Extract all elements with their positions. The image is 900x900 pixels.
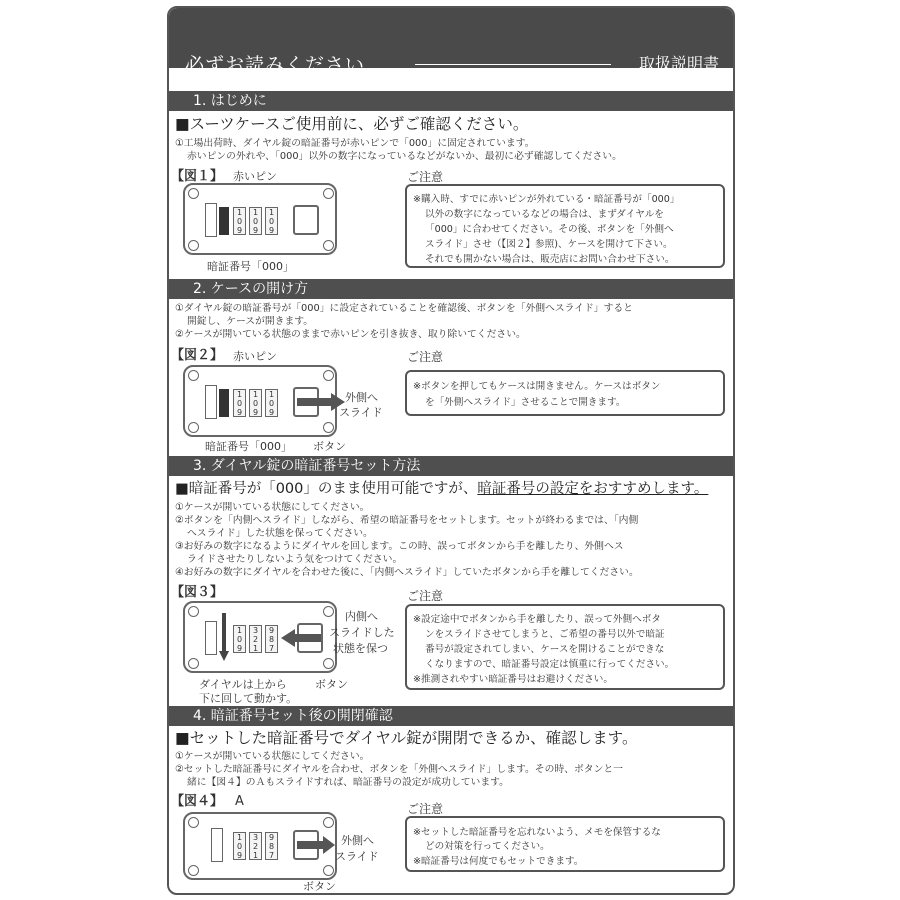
latch-a: [205, 203, 217, 237]
section-3-lead: ■暗証番号が「000」のまま使用可能ですが、暗証番号の設定をおすすめします。: [175, 481, 709, 497]
latch-a: [205, 385, 217, 419]
section-1-heading: 1. はじめに: [169, 91, 733, 111]
figure-1-label: 【図１】: [171, 169, 224, 184]
caution-box-2: [405, 370, 725, 416]
section-4-line: 緒に【図４】のＡもスライドすれば、暗証番号の設定が成功しています。: [187, 777, 509, 788]
caution-title: ご注意: [407, 350, 444, 364]
screw-icon: [188, 188, 199, 199]
screw-icon: [323, 658, 334, 669]
button-label: ボタン: [313, 440, 346, 453]
slide-in-label: 内側へ: [345, 610, 378, 623]
slide-out-label: 外側へ: [341, 834, 374, 847]
caution-line: 「000」に合わせてください。その後、ボタンを「外側へ: [425, 224, 674, 235]
section-4-line: ②セットした暗証番号にダイヤルを合わせ、ボタンを「外側へスライド」します。その時、ボタンと一: [175, 764, 623, 775]
screw-icon: [188, 817, 199, 828]
section-1-line: ①工場出荷時、ダイヤル錠の暗証番号が赤いピンで「000」に固定されています。: [175, 138, 535, 149]
lock-illustration-2: [183, 365, 337, 437]
section-3-line: ①ケースが開いている状態にしてください。: [175, 502, 370, 513]
section-1-lead: ■スーツケースご使用前に、必ずご確認ください。: [175, 115, 529, 133]
dial-wheel: 1 0 9: [265, 207, 278, 235]
header-title: 必ずお読みください: [185, 54, 366, 76]
dial-wheel: 3 2 1: [249, 832, 262, 860]
screw-icon: [188, 370, 199, 381]
screw-icon: [188, 606, 199, 617]
screw-icon: [323, 606, 334, 617]
caution-title: ご注意: [407, 170, 444, 184]
caution-line: ※暗証番号は何度でもセットできます。: [413, 856, 584, 867]
dial-wheel: 1 0 9: [249, 389, 262, 417]
slide-in-label: 状態を保つ: [333, 642, 388, 655]
button-label: ボタン: [303, 880, 336, 893]
section-3-line: へスライド」した状態を保ってください。: [187, 528, 373, 539]
code-label: 暗証番号「000」: [207, 260, 294, 273]
latch-a: [205, 621, 217, 655]
dial-wheel: 1 0 9: [249, 207, 262, 235]
slide-in-label: スライドした: [329, 626, 395, 639]
caution-box-1: [405, 184, 725, 268]
caution-line: ※推測されやすい暗証番号はお避けください。: [413, 674, 613, 685]
caution-title: ご注意: [407, 589, 444, 603]
section-2-line: ①ダイヤル錠の暗証番号が「000」に設定されていることを確認後、ボタンを「外側へスライド」すると: [175, 303, 633, 314]
slide-out-label: スライド: [335, 850, 379, 863]
header-rule: [415, 64, 611, 65]
red-pin: [219, 389, 229, 417]
red-pin: [219, 207, 229, 235]
slide-out-label: 外側へ: [345, 391, 378, 404]
screw-icon: [323, 188, 334, 199]
caution-line: 以外の数字になっているなどの場合は、まずダイヤルを: [425, 209, 664, 220]
screw-icon: [323, 240, 334, 251]
caution-line: それでも開かない場合は、販売店にお問い合わせ下さい。: [425, 254, 675, 265]
dial-wheel: 1 0 9: [233, 625, 246, 653]
slide-out-label: スライド: [339, 406, 383, 419]
screw-icon: [188, 658, 199, 669]
figure-4-label: 【図４】: [171, 794, 224, 809]
caution-line: ※セットした暗証番号を忘れないよう、メモを保管するな: [413, 827, 661, 838]
dial-instruction: 下に回して動かす。: [199, 692, 298, 705]
screw-icon: [323, 422, 334, 433]
screw-icon: [323, 817, 334, 828]
dial-wheel: 1 0 9: [265, 389, 278, 417]
lock-button: [293, 205, 319, 235]
dial-instruction: ダイヤルは上から: [199, 678, 287, 691]
caution-line: どの対策を行ってください。: [425, 841, 550, 852]
figure-2-label: 【図２】: [171, 348, 224, 363]
section-4-lead: ■セットした暗証番号でダイヤル錠が開閉できるか、確認します。: [175, 729, 638, 747]
caution-title: ご注意: [407, 802, 444, 816]
section-3-heading: 3. ダイヤル錠の暗証番号セット方法: [169, 456, 733, 476]
dial-wheel: 9 8 7: [265, 625, 278, 653]
lock-illustration-4: [183, 812, 337, 880]
dial-wheel: 1 0 9: [233, 389, 246, 417]
header-right-label: 取扱説明書: [638, 54, 719, 73]
screw-icon: [188, 422, 199, 433]
figure-3-label: 【図３】: [171, 585, 224, 600]
section-3-line: ④お好みの数字にダイヤルを合わせた後に、「内側へスライド」していたボタンから手を離してください。: [175, 567, 639, 578]
code-label: 暗証番号「000」: [205, 440, 292, 453]
section-2-line: ②ケースが開いている状態のままで赤いピンを引き抜き、取り除いてください。: [175, 329, 526, 340]
screw-icon: [188, 865, 199, 876]
dial-wheel: 1 0 9: [233, 207, 246, 235]
caution-line: くなりますので、暗証番号設定は慎重に行ってください。: [425, 659, 675, 670]
screw-icon: [188, 240, 199, 251]
caution-line: スライド」させ（【図２】参照)、ケースを開けて下さい。: [425, 239, 673, 250]
red-pin-label: 赤いピン: [233, 170, 277, 183]
a-label: A: [235, 794, 244, 809]
caution-line: を「外側へスライド」させることで開きます。: [425, 397, 626, 408]
caution-line: ※ボタンを押してもケースは開きません。ケースはボタン: [413, 381, 661, 392]
header-bar: [169, 8, 733, 76]
section-1-line: 赤いピンの外れや、「000」以外の数字になっているなどがないか、最初に必ず確認してください。: [187, 151, 622, 162]
arrow-left-icon: [281, 629, 323, 647]
caution-box-3: [405, 604, 725, 690]
screw-icon: [323, 370, 334, 381]
section-4-line: ①ケースが開いている状態にしてください。: [175, 751, 370, 762]
section-3-line: ライドさせたりしないよう気をつけてください。: [187, 554, 403, 565]
instruction-card: [167, 6, 735, 895]
caution-line: ンをスライドさせてしまうと、ご希望の番号以外で暗証: [425, 629, 665, 640]
caution-box-4: [405, 816, 725, 872]
red-pin-label: 赤いピン: [233, 350, 277, 363]
latch-a: [211, 828, 223, 862]
caution-line: 番号が設定されてしまい、ケースを開けることができな: [425, 644, 665, 655]
lock-illustration-1: [183, 183, 337, 255]
section-4-heading: 4. 暗証番号セット後の開閉確認: [169, 706, 733, 726]
dial-wheel: 1 0 9: [233, 832, 246, 860]
dial-wheel: 9 8 7: [265, 832, 278, 860]
section-2-line: 開錠し、ケースが開きます。: [187, 316, 314, 327]
lock-illustration-3: [183, 601, 337, 673]
section-2-heading: 2. ケースの開け方: [169, 279, 733, 299]
dial-wheel: 3 2 1: [249, 625, 262, 653]
screw-icon: [323, 865, 334, 876]
caution-line: ※購入時、すでに赤いピンが外れている・暗証番号が「000」: [413, 194, 680, 205]
section-3-line: ③お好みの数字になるようにダイヤルを回します。この時、誤ってボタンから手を離したり、外側へス: [175, 541, 624, 552]
caution-line: ※設定途中でボタンから手を離したり、誤って外側へボタ: [413, 614, 661, 625]
section-3-line: ②ボタンを「内側へスライド」しながら、希望の暗証番号をセットします。セットが終わるまでは、「内側: [175, 515, 639, 526]
arrow-down-icon: [219, 613, 229, 663]
button-label: ボタン: [315, 678, 348, 691]
arrow-right-icon: [297, 836, 337, 854]
